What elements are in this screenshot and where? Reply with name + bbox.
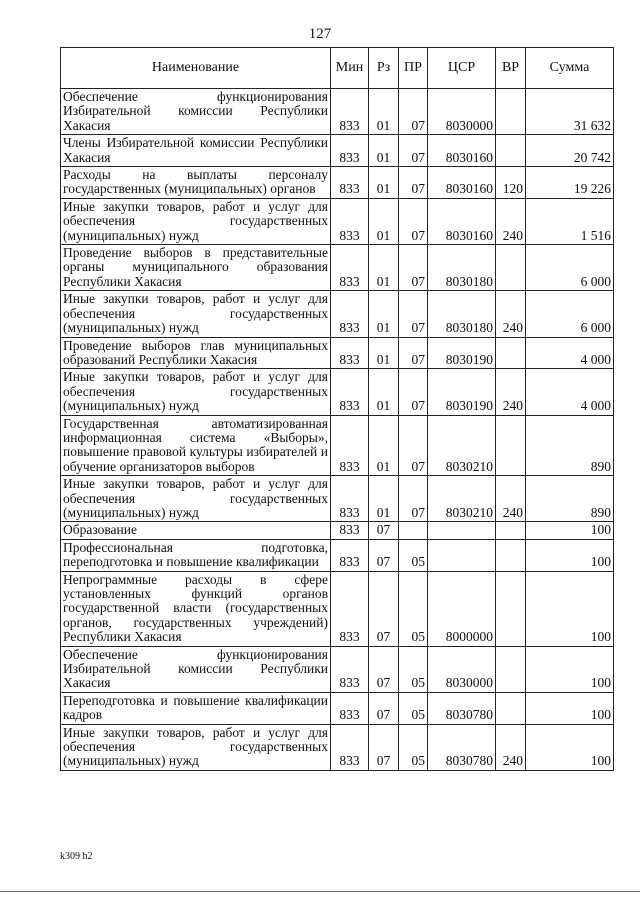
row-csr-cell: 8000000	[428, 571, 496, 646]
table-row	[61, 135, 614, 167]
row-sum-cell: 31 632	[526, 89, 614, 135]
row-rz-cell: 01	[369, 337, 399, 369]
row-min-cell: 833	[331, 415, 369, 476]
row-sum-cell: 100	[526, 571, 614, 646]
row-rz-cell: 01	[369, 369, 399, 415]
header-name: Наименование	[61, 48, 331, 89]
row-csr-cell: 8030780	[428, 692, 496, 724]
row-min-cell: 833	[331, 369, 369, 415]
row-vr-cell	[496, 522, 526, 539]
row-vr-cell: 120	[496, 167, 526, 199]
table-row	[61, 167, 614, 199]
row-sum-cell: 6 000	[526, 245, 614, 291]
row-csr-cell: 8030210	[428, 476, 496, 522]
row-sum-cell: 20 742	[526, 135, 614, 167]
row-rz-cell: 07	[369, 692, 399, 724]
table-row	[61, 724, 614, 770]
row-pr-cell: 07	[399, 89, 428, 135]
header-sum: Сумма	[526, 48, 614, 89]
row-pr-cell: 05	[399, 539, 428, 571]
row-sum-cell: 4 000	[526, 369, 614, 415]
row-name-cell: Расходы на выплаты персоналу государственных (муниципальных) органов	[61, 167, 331, 199]
table-row	[61, 291, 614, 337]
row-name-cell: Члены Избирательной комиссии Республики Хакасия	[61, 135, 331, 167]
row-rz-cell: 01	[369, 167, 399, 199]
row-sum-cell: 100	[526, 692, 614, 724]
row-sum-cell: 19 226	[526, 167, 614, 199]
row-name-cell: Обеспечение функционирования Избирательной комиссии Республики Хакасия	[61, 646, 331, 692]
row-vr-cell: 240	[496, 476, 526, 522]
row-vr-cell	[496, 89, 526, 135]
row-min-cell: 833	[331, 245, 369, 291]
row-vr-cell	[496, 135, 526, 167]
row-csr-cell: 8030780	[428, 724, 496, 770]
row-sum-cell: 100	[526, 522, 614, 539]
row-rz-cell: 07	[369, 724, 399, 770]
row-min-cell: 833	[331, 167, 369, 199]
row-name-cell: Иные закупки товаров, работ и услуг для обеспечения государственных (муниципальных) нужд	[61, 198, 331, 244]
row-name-cell: Проведение выборов глав муниципальных образований Республики Хакасия	[61, 337, 331, 369]
row-vr-cell: 240	[496, 198, 526, 244]
table-row	[61, 539, 614, 571]
row-min-cell: 833	[331, 476, 369, 522]
row-rz-cell: 07	[369, 571, 399, 646]
row-sum-cell: 100	[526, 724, 614, 770]
row-csr-cell: 8030160	[428, 135, 496, 167]
row-rz-cell: 07	[369, 522, 399, 539]
row-name-cell: Иные закупки товаров, работ и услуг для обеспечения государственных (муниципальных) нужд	[61, 476, 331, 522]
row-vr-cell: 240	[496, 724, 526, 770]
row-min-cell: 833	[331, 337, 369, 369]
row-vr-cell	[496, 337, 526, 369]
row-pr-cell: 07	[399, 245, 428, 291]
row-vr-cell: 240	[496, 291, 526, 337]
bottom-rule	[0, 891, 640, 892]
row-pr-cell: 05	[399, 571, 428, 646]
row-csr-cell: 8030160	[428, 167, 496, 199]
row-pr-cell: 07	[399, 337, 428, 369]
row-min-cell: 833	[331, 571, 369, 646]
row-csr-cell: 8030000	[428, 89, 496, 135]
row-vr-cell	[496, 539, 526, 571]
footer-code: k309 h2	[60, 851, 93, 862]
row-csr-cell: 8030180	[428, 291, 496, 337]
row-name-cell: Обеспечение функционирования Избирательной комиссии Республики Хакасия	[61, 89, 331, 135]
row-min-cell: 833	[331, 522, 369, 539]
table-header-row	[61, 48, 614, 89]
row-min-cell: 833	[331, 692, 369, 724]
row-min-cell: 833	[331, 539, 369, 571]
row-sum-cell: 1 516	[526, 198, 614, 244]
row-csr-cell: 8030190	[428, 369, 496, 415]
row-min-cell: 833	[331, 646, 369, 692]
row-pr-cell: 07	[399, 167, 428, 199]
row-min-cell: 833	[331, 291, 369, 337]
row-pr-cell: 07	[399, 135, 428, 167]
header-rz: Рз	[369, 48, 399, 89]
row-name-cell: Проведение выборов в представительные органы муниципального образования Республики Хакасия	[61, 245, 331, 291]
row-pr-cell: 07	[399, 369, 428, 415]
table-row	[61, 337, 614, 369]
table-row	[61, 245, 614, 291]
row-min-cell: 833	[331, 724, 369, 770]
row-csr-cell: 8030160	[428, 198, 496, 244]
row-pr-cell: 05	[399, 724, 428, 770]
header-csr: ЦСР	[428, 48, 496, 89]
page-number: 127	[308, 26, 332, 42]
table-row	[61, 522, 614, 539]
budget-table	[60, 47, 614, 771]
table-row	[61, 571, 614, 646]
row-sum-cell: 100	[526, 539, 614, 571]
row-pr-cell	[399, 522, 428, 539]
row-min-cell: 833	[331, 89, 369, 135]
row-pr-cell: 05	[399, 646, 428, 692]
row-rz-cell: 01	[369, 415, 399, 476]
row-min-cell: 833	[331, 135, 369, 167]
row-vr-cell	[496, 245, 526, 291]
row-rz-cell: 01	[369, 476, 399, 522]
row-name-cell: Иные закупки товаров, работ и услуг для обеспечения государственных (муниципальных) нужд	[61, 369, 331, 415]
row-rz-cell: 07	[369, 539, 399, 571]
row-rz-cell: 01	[369, 198, 399, 244]
row-pr-cell: 07	[399, 476, 428, 522]
row-vr-cell	[496, 571, 526, 646]
row-name-cell: Профессиональная подготовка, переподготовка и повышение квалификации	[61, 539, 331, 571]
row-name-cell: Образование	[61, 522, 331, 539]
row-sum-cell: 890	[526, 476, 614, 522]
row-vr-cell: 240	[496, 369, 526, 415]
row-vr-cell	[496, 646, 526, 692]
header-min: Мин	[331, 48, 369, 89]
row-csr-cell: 8030210	[428, 415, 496, 476]
row-csr-cell: 8030000	[428, 646, 496, 692]
row-name-cell: Государственная автоматизированная информационная система «Выборы», повышение правовой культуры избирателей и обучение организаторов выборов	[61, 415, 331, 476]
row-sum-cell: 890	[526, 415, 614, 476]
row-name-cell: Иные закупки товаров, работ и услуг для обеспечения государственных (муниципальных) нужд	[61, 724, 331, 770]
row-pr-cell: 05	[399, 692, 428, 724]
row-sum-cell: 100	[526, 646, 614, 692]
row-rz-cell: 01	[369, 245, 399, 291]
header-vr: ВР	[496, 48, 526, 89]
row-name-cell: Переподготовка и повышение квалификации кадров	[61, 692, 331, 724]
row-pr-cell: 07	[399, 198, 428, 244]
row-rz-cell: 07	[369, 646, 399, 692]
row-sum-cell: 4 000	[526, 337, 614, 369]
table-row	[61, 198, 614, 244]
row-csr-cell	[428, 522, 496, 539]
row-vr-cell	[496, 415, 526, 476]
row-name-cell: Непрограммные расходы в сфере установленных функций органов государственной власти (государственных органов, государственных учреждений) Республики Хакасия	[61, 571, 331, 646]
row-sum-cell: 6 000	[526, 291, 614, 337]
table-row	[61, 415, 614, 476]
row-vr-cell	[496, 692, 526, 724]
table-row	[61, 692, 614, 724]
row-csr-cell	[428, 539, 496, 571]
row-rz-cell: 01	[369, 89, 399, 135]
row-rz-cell: 01	[369, 135, 399, 167]
row-csr-cell: 8030180	[428, 245, 496, 291]
table-row	[61, 369, 614, 415]
row-rz-cell: 01	[369, 291, 399, 337]
row-pr-cell: 07	[399, 291, 428, 337]
table-row	[61, 476, 614, 522]
row-csr-cell: 8030190	[428, 337, 496, 369]
table-row	[61, 89, 614, 135]
header-pr: ПР	[399, 48, 428, 89]
table-row	[61, 646, 614, 692]
row-pr-cell: 07	[399, 415, 428, 476]
row-name-cell: Иные закупки товаров, работ и услуг для обеспечения государственных (муниципальных) нужд	[61, 291, 331, 337]
row-min-cell: 833	[331, 198, 369, 244]
